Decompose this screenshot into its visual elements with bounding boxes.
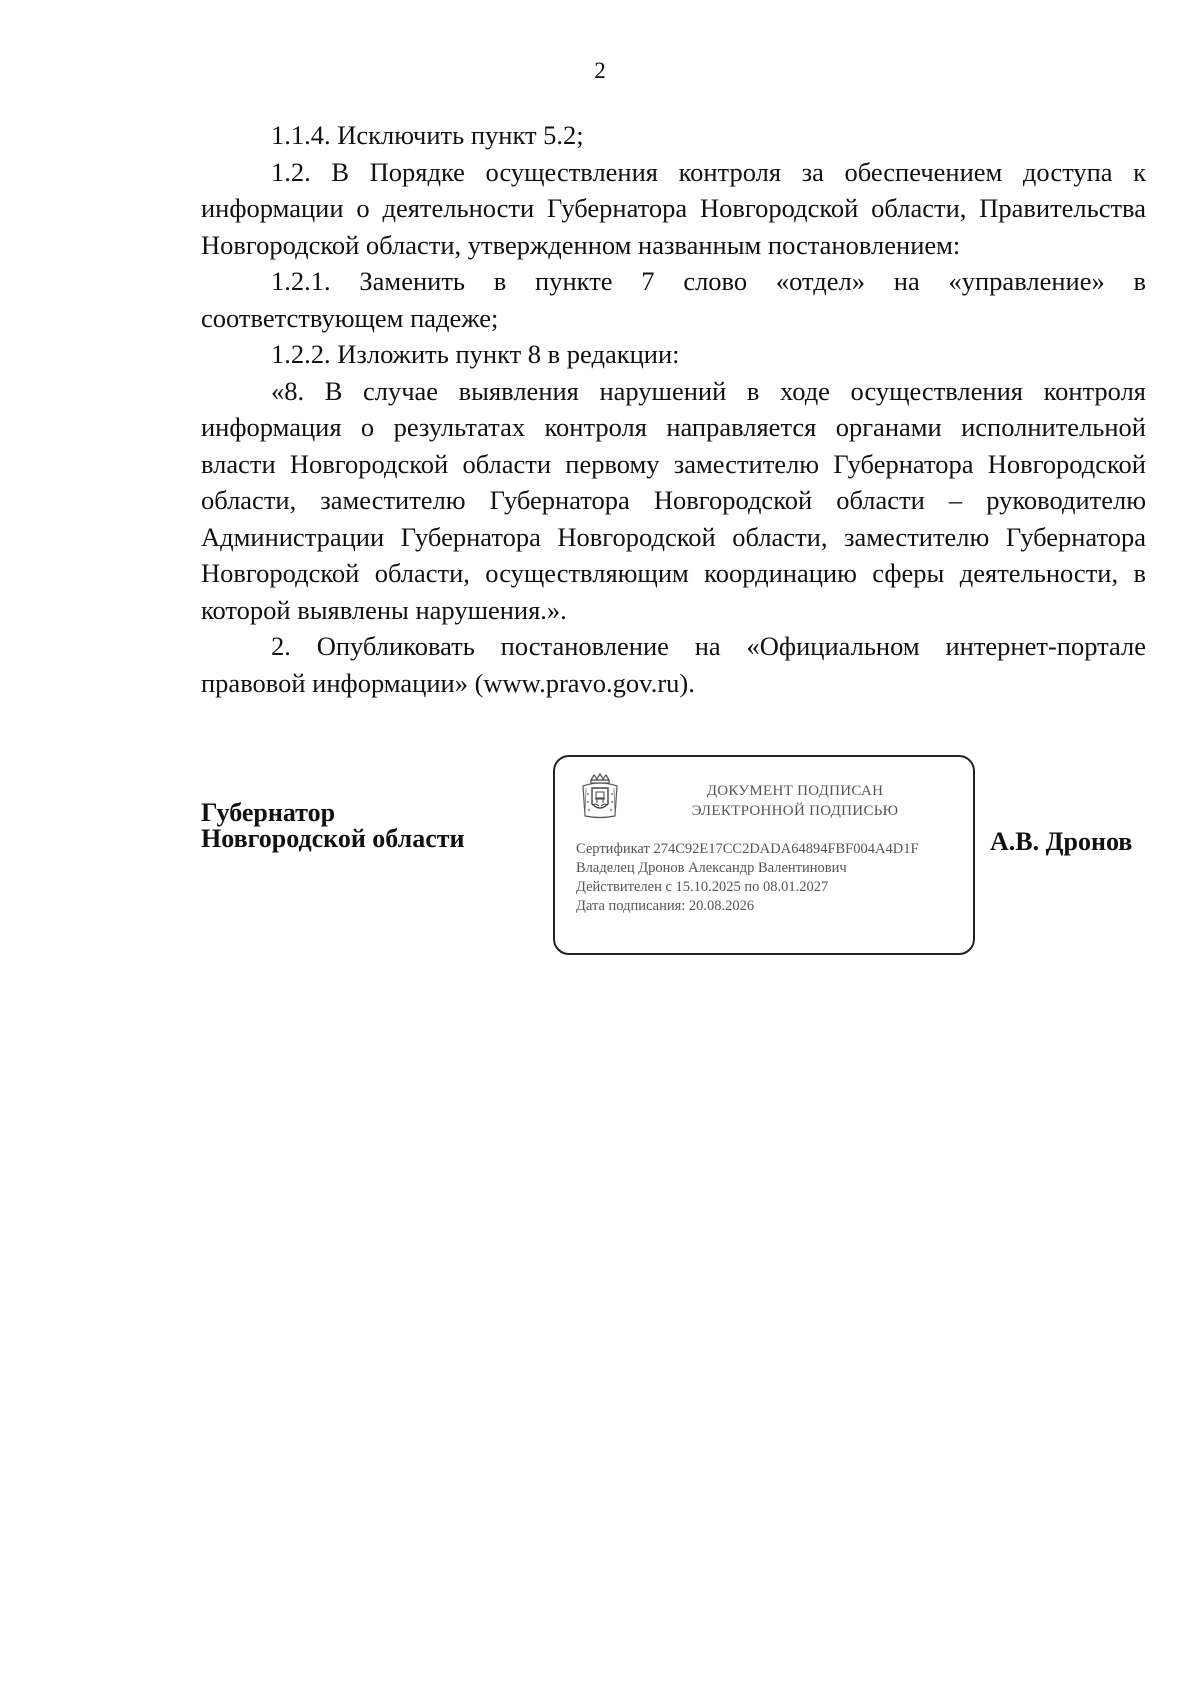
stamp-heading-line2: ЭЛЕКТРОННОЙ ПОДПИСЬЮ xyxy=(691,803,899,819)
paragraph-1-2-1: 1.2.1. Заменить в пункте 7 слово «отдел» на «управление» в соответствующем падеже; xyxy=(201,266,1146,333)
stamp-certificate: Сертификат 274C92E17CC2DADA64894FBF004A4D1F xyxy=(576,841,919,857)
signer-title-line2: Новгородской области xyxy=(201,824,465,853)
signer-title xyxy=(201,800,465,852)
stamp-details xyxy=(576,840,919,916)
stamp-validity: Действителен с 15.10.2025 по 08.01.2027 xyxy=(576,879,829,895)
stamp-heading xyxy=(625,781,965,821)
stamp-owner: Владелец Дронов Александр Валентинович xyxy=(576,860,847,876)
paragraph-1-1-4: 1.1.4. Исключить пункт 5.2; xyxy=(271,120,584,150)
stamp-heading-line1: ДОКУМЕНТ ПОДПИСАН xyxy=(706,783,884,799)
paragraph-1-2: 1.2. В Порядке осуществления контроля за обеспечением доступа к информации о деятельности Губернатора Новгородской области, Правительства Новгородской области, утвержденном названным постановлением: xyxy=(201,156,1146,260)
page-number: 2 xyxy=(594,58,606,83)
stamp-signing-date: Дата подписания: 20.08.2026 xyxy=(576,898,755,914)
electronic-signature-stamp xyxy=(553,755,975,955)
document-body xyxy=(201,117,1146,701)
signer-name: А.В. Дронов xyxy=(990,827,1133,856)
paragraph-2-publish: 2. Опубликовать постановление на «Официальном интернет-портале правовой информации» (www.pravo.gov.ru). xyxy=(201,631,1146,698)
paragraph-quoted-item-8: «8. В случае выявления нарушений в ходе осуществления контроля информация о результатах контроля направляется органами исполнительной власти Новгородской области первому заместителю Губернатора Новгородской области, заместителю Губернатора Новгородской области – руководителю Администрации Губернатора Новгородской области, заместителю Губернатора Новгородской области, осуществляющим координацию сферы деятельности, в которой выявлены нарушения.». xyxy=(201,375,1146,625)
paragraph-1-2-2: 1.2.2. Изложить пункт 8 в редакции: xyxy=(271,339,680,369)
coat-of-arms-icon xyxy=(580,772,620,820)
signer-title-line1: Губернатор xyxy=(201,798,336,827)
